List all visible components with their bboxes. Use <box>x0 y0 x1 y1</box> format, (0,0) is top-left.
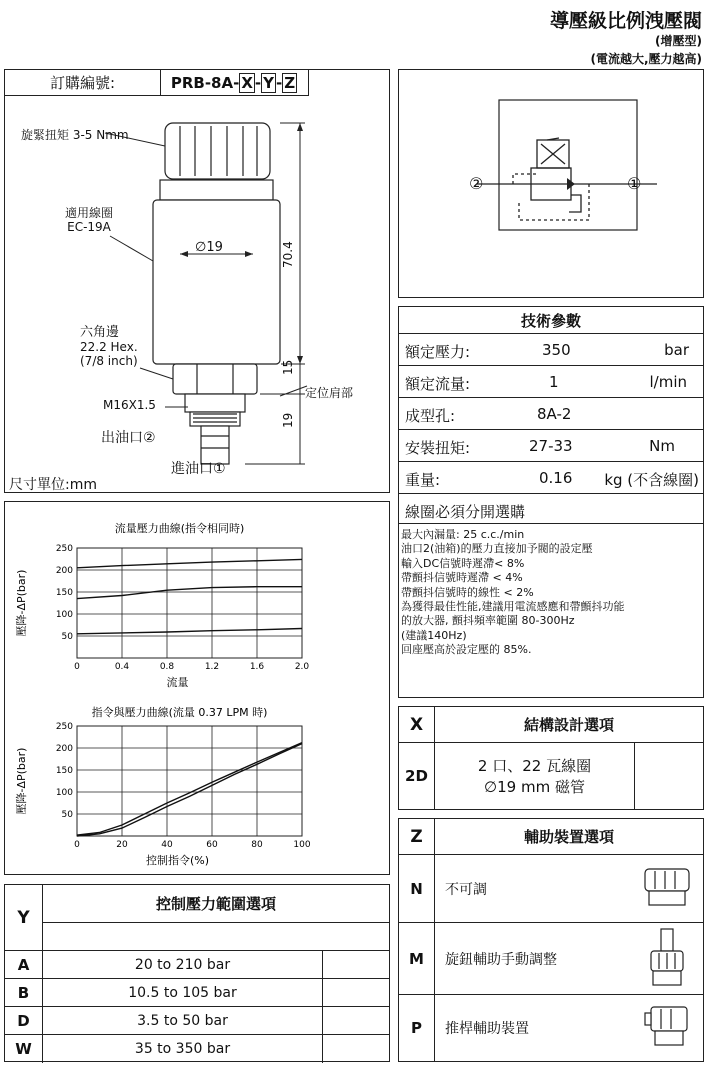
x-axis-label: 流量 <box>166 676 189 689</box>
plot-area <box>77 726 302 836</box>
specs-title: 技術參數 <box>520 311 581 330</box>
y-range-b: 10.5 to 105 bar <box>43 979 323 1007</box>
x-tick-label: 1.2 <box>204 662 220 672</box>
plot-area <box>77 548 302 658</box>
y-blank-row <box>43 923 389 951</box>
spec-value: 1 <box>549 373 559 391</box>
coil-label-line1: 適用線圈 <box>65 206 114 220</box>
spec-value: 350 <box>542 341 571 359</box>
y-range-a: 20 to 210 bar <box>43 951 323 979</box>
note-line: 為獲得最佳性能,建議用電流感應和帶顫抖功能 <box>401 600 625 614</box>
y-code-a: A <box>5 951 43 979</box>
note-line: 回座壓高於設定壓的 85%. <box>401 643 532 657</box>
hex-label-line3: (7/8 inch) <box>80 354 138 368</box>
subtitle-type: (增壓型) <box>655 34 702 48</box>
cap-icon <box>641 865 693 911</box>
spec-row-cavity <box>399 397 703 430</box>
symbol-port1: ① <box>627 174 642 193</box>
x-tick-label: 1.6 <box>249 662 265 672</box>
order-code-y: Y <box>263 73 275 92</box>
x-tick-label: 20 <box>116 840 128 850</box>
y-axis-label: 壓降-ΔP(bar) <box>15 569 28 637</box>
y-tick-label: 100 <box>55 788 73 798</box>
y-empty-cell <box>323 979 389 1007</box>
spec-label: 重量: <box>405 471 441 489</box>
z-row-m <box>435 923 703 995</box>
spec-row-pressure <box>399 333 703 366</box>
x-tick-label: 40 <box>161 840 173 850</box>
y-tick-label: 200 <box>55 566 73 576</box>
x-axis-label: 控制指令(%) <box>145 854 210 867</box>
performance-charts <box>5 502 389 874</box>
y-tick-label: 150 <box>55 766 73 776</box>
chart-title: 流量壓力曲線(指令相同時) <box>114 522 245 535</box>
port2-label: 出油口② <box>101 430 156 446</box>
x-tick-label: 2.0 <box>294 662 310 672</box>
y-code-w: W <box>5 1035 43 1063</box>
y-tick-label: 200 <box>55 744 73 754</box>
y-range-w: 35 to 350 bar <box>43 1035 323 1063</box>
subtitle-note: (電流越大,壓力越高) <box>590 52 702 66</box>
valve-outline-drawing <box>5 96 389 492</box>
x-tick-label: 0.4 <box>114 662 130 672</box>
z-label-n: 不可調 <box>445 881 487 898</box>
torque-label: 旋緊扭矩 3-5 Nmm <box>21 128 129 142</box>
spec-unit: Nm <box>649 437 675 455</box>
x-tick-label: 60 <box>206 840 218 850</box>
dim-15: 15 <box>281 359 295 375</box>
z-code-p: P <box>399 995 435 1061</box>
x-description <box>435 743 635 809</box>
symbol-port2: ② <box>469 174 484 193</box>
chart-title: 指令與壓力曲線(流量 0.37 LPM 時) <box>91 706 268 719</box>
order-code-prefix: PRB-8A- <box>170 73 240 92</box>
coil-note: 線圈必須分開選購 <box>405 503 526 521</box>
z-label-m: 旋鈕輔助手動調整 <box>445 951 557 968</box>
note-line: 的放大器, 顫抖頻率範圍 80-300Hz <box>401 614 575 628</box>
spec-value: 0.16 <box>539 469 573 487</box>
x-title: 結構設計選項 <box>435 707 703 743</box>
y-axis-label: 壓降-ΔP(bar) <box>15 747 28 815</box>
unit-label: 尺寸單位:mm <box>9 477 97 493</box>
charts-panel <box>4 501 390 875</box>
spec-row-torque <box>399 429 703 462</box>
y-code-d: D <box>5 1007 43 1035</box>
y-code-b: B <box>5 979 43 1007</box>
spec-notes <box>401 528 625 658</box>
z-label-p: 推桿輔助裝置 <box>445 1021 529 1037</box>
note-line: 油口2(油箱)的壓力直接加予閥的設定壓 <box>401 542 593 556</box>
hydraulic-symbol-panel <box>398 69 704 298</box>
order-code-z: Z <box>284 73 296 92</box>
y-tick-label: 150 <box>55 588 73 598</box>
x-tick-label: 100 <box>293 840 311 850</box>
order-code-x: X <box>241 73 253 92</box>
diameter-label: ∅19 <box>195 240 223 255</box>
x-desc-line1: 2 口、22 瓦線圈 <box>477 757 592 775</box>
spec-label: 安裝扭矩: <box>405 439 471 457</box>
z-code-m: M <box>399 923 435 995</box>
order-code-label: 訂購編號: <box>5 70 161 96</box>
port1-label: 進油口① <box>171 461 226 477</box>
x-tick-label: 80 <box>251 840 263 850</box>
spec-row-weight <box>399 461 703 494</box>
spec-label: 額定壓力: <box>405 343 471 361</box>
note-line: (建議140Hz) <box>401 628 467 642</box>
x-desc-line2: ∅19 mm 磁管 <box>484 778 585 796</box>
x-tick-label: 0 <box>74 662 80 672</box>
coil-label <box>65 206 113 234</box>
y-empty-cell <box>323 1035 389 1063</box>
note-line: 輸入DC信號時遲滯< 8% <box>401 556 525 570</box>
spec-value: 27-33 <box>529 437 573 455</box>
x-code: 2D <box>399 743 435 809</box>
note-line: 帶顫抖信號時的線性 < 2% <box>401 585 534 599</box>
y-tick-label: 100 <box>55 610 73 620</box>
y-options-table <box>4 884 390 1062</box>
note-line: 帶顫抖信號時遲滯 < 4% <box>401 571 523 585</box>
y-title: 控制壓力範圍選項 <box>43 885 389 923</box>
z-header: Z <box>399 819 435 855</box>
spec-unit: l/min <box>649 373 687 391</box>
divider <box>399 523 703 524</box>
dim-19: 19 <box>281 412 295 428</box>
dim-total: 70.4 <box>281 241 295 268</box>
hydraulic-symbol <box>399 70 703 297</box>
x-tick-label: 0 <box>74 840 80 850</box>
note-line: 最大內漏量: 25 c.c./min <box>401 528 525 541</box>
y-tick-label: 250 <box>55 722 73 732</box>
coil-note-row <box>399 493 703 524</box>
coil-label-line2: EC-19A <box>67 220 111 234</box>
z-row-n <box>435 855 703 923</box>
z-row-p <box>435 995 703 1061</box>
z-options-table <box>398 818 704 1062</box>
spec-value: 8A-2 <box>537 405 572 423</box>
order-code: PRB-8A- X - Y - Z <box>160 70 309 96</box>
tech-specs-panel <box>398 306 704 698</box>
page-title: 導壓級比例洩壓閥 <box>549 10 702 32</box>
spec-unit: kg (不含線圈) <box>604 471 699 489</box>
z-code-n: N <box>399 855 435 923</box>
spec-row-flow <box>399 365 703 398</box>
spec-label: 成型孔: <box>405 407 456 425</box>
push-pin-icon <box>641 1003 693 1051</box>
x-tick-label: 0.8 <box>159 662 175 672</box>
spec-unit: bar <box>664 341 689 359</box>
y-empty-cell <box>323 1007 389 1035</box>
y-tick-label: 50 <box>61 810 73 820</box>
shoulder-label: 定位肩部 <box>305 386 354 400</box>
y-header: Y <box>5 885 43 951</box>
z-title: 輔助裝置選項 <box>435 819 703 855</box>
knob-icon <box>645 927 689 991</box>
hex-label-line2: 22.2 Hex. <box>80 340 138 354</box>
spec-label: 額定流量: <box>405 375 471 393</box>
y-tick-label: 50 <box>61 632 73 642</box>
hex-label <box>80 326 138 368</box>
y-empty-cell <box>323 951 389 979</box>
y-tick-label: 250 <box>55 544 73 554</box>
hex-label-line1: 六角邊 <box>80 325 120 340</box>
x-header: X <box>399 707 435 743</box>
thread-label: M16X1.5 <box>103 398 156 412</box>
dimension-drawing-panel <box>4 69 390 493</box>
y-range-d: 3.5 to 50 bar <box>43 1007 323 1035</box>
x-options-table <box>398 706 704 810</box>
